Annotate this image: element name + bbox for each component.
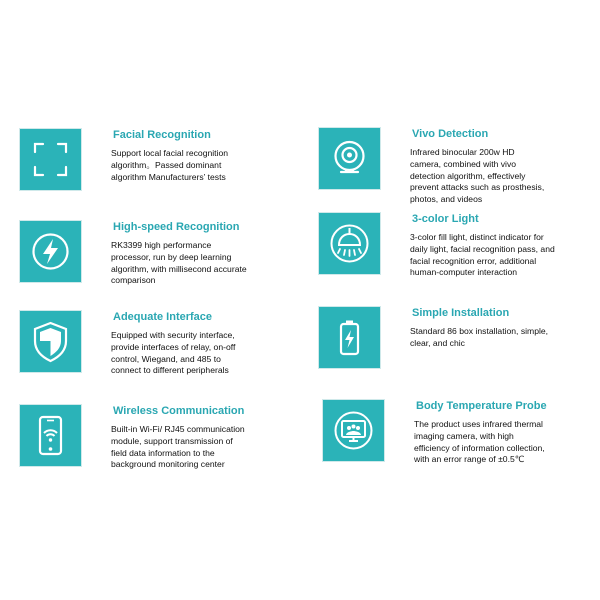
feature-title: Facial Recognition — [113, 129, 211, 141]
lightning-icon — [19, 220, 82, 283]
feature-adequate-interface — [19, 310, 309, 400]
wifi-phone-icon — [19, 404, 82, 467]
feature-simple-installation — [318, 306, 600, 396]
feature-wireless-communication — [19, 404, 309, 494]
feature-description: Equipped with security interface, provide interfaces of relay, on-off control, Wiegand, and 485 to connect to different peripherals — [111, 330, 236, 376]
feature-title: 3-color Light — [412, 213, 479, 225]
feature-high-speed-recognition — [19, 220, 309, 310]
feature-title: Wireless Communication — [113, 405, 245, 417]
feature-description: Built-in Wi-Fi/ RJ45 communication module, support transmission of field data information to the background monitoring center — [111, 424, 245, 470]
battery-charge-icon — [318, 306, 381, 369]
feature-description: Infrared binocular 200w HD camera, combined with vivo detection algorithm, effectively prevent attacks such as prosthesis, photos, and videos — [410, 147, 545, 205]
feature-title: Body Temperature Probe — [416, 400, 547, 412]
feature-title: Adequate Interface — [113, 311, 213, 323]
webcam-icon — [318, 127, 381, 190]
feature-facial-recognition — [19, 128, 309, 218]
feature-description: Support local facial recognition algorithm。Passed dominant algorithm Manufacturers’ tests — [111, 148, 229, 182]
feature-description: RK3399 high performance processor, run by deep learning algorithm, with millisecond accurate comparison — [111, 240, 247, 286]
face-frame-icon — [19, 128, 82, 191]
monitor-group-icon — [322, 399, 385, 462]
feature-description: The product uses infrared thermal imaging camera, with high efficiency of information collection, with an error range of ±0.5℃ — [414, 419, 545, 465]
shield-icon — [19, 310, 82, 373]
ceiling-lamp-icon — [318, 212, 381, 275]
feature-three-color-light — [318, 212, 600, 302]
feature-title: High-speed Recognition — [113, 221, 240, 233]
feature-vivo-detection — [318, 127, 600, 217]
feature-description: 3-color fill light, distinct indicator for daily light, facial recognition pass, and facial recognition error, additional human-computer interaction — [410, 232, 555, 278]
feature-description: Standard 86 box installation, simple, clear, and chic — [410, 326, 549, 348]
feature-title: Simple Installation — [412, 307, 510, 319]
feature-body-temperature-probe — [322, 399, 600, 489]
feature-title: Vivo Detection — [412, 128, 489, 140]
